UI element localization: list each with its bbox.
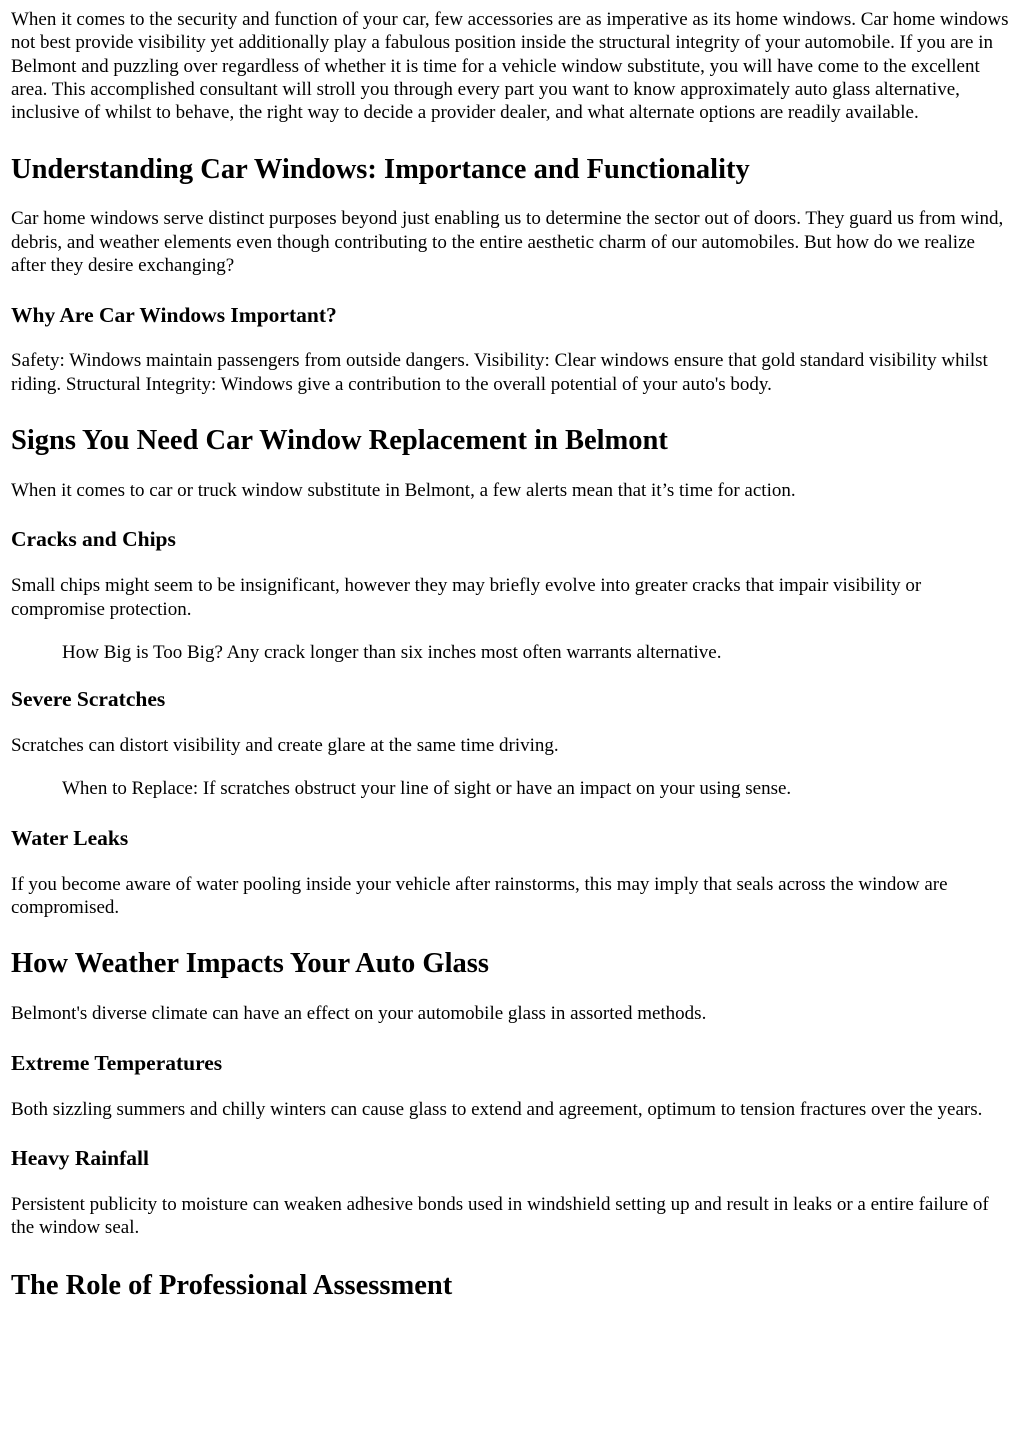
section-heading-understanding: Understanding Car Windows: Importance and Functionality (11, 154, 750, 186)
cracks-quote: How Big is Too Big? Any crack longer than six inches most often warrants alternative. (62, 641, 722, 663)
section-heading-weather: How Weather Impacts Your Auto Glass (11, 948, 489, 980)
subheading-why-important: Why Are Car Windows Important? (11, 303, 337, 328)
section-heading-signs: Signs You Need Car Window Replacement in Belmont (11, 424, 668, 456)
scratches-quote: When to Replace: If scratches obstruct your line of sight or have an impact on your using sense. (62, 778, 792, 800)
weather-paragraph: Belmont's diverse climate can have an effect on your automobile glass in assorted methods. (11, 1003, 707, 1025)
subheading-scratches: Severe Scratches (11, 687, 166, 712)
subheading-extreme-temperatures: Extreme Temperatures (11, 1050, 223, 1075)
subheading-heavy-rainfall: Heavy Rainfall (11, 1145, 149, 1170)
why-important-paragraph: Safety: Windows maintain passengers from outside dangers. Visibility: Clear windows ensure that gold standard visibility whilst riding. Structural Integrity: Windows give a contribution to the overall potential of your auto's body. (11, 350, 988, 395)
water-leaks-paragraph: If you become aware of water pooling inside your vehicle after rainstorms, this may imply that seals across the window are compromised. (11, 873, 948, 919)
heavy-rainfall-paragraph: Persistent publicity to moisture can weaken adhesive bonds used in windshield setting up and result in leaks or a entire failure of the window seal. (11, 1193, 989, 1239)
subheading-water-leaks: Water Leaks (11, 825, 129, 850)
scratches-paragraph: Scratches can distort visibility and create glare at the same time driving. (11, 735, 559, 757)
section-heading-professional-assessment: The Role of Professional Assessment (11, 1269, 453, 1301)
extreme-temperatures-paragraph: Both sizzling summers and chilly winters can cause glass to extend and agreement, optimum to tension fractures over the years. (11, 1098, 983, 1120)
understanding-paragraph: Car home windows serve distinct purposes beyond just enabling us to determine the sector out of doors. They guard us from wind, debris, and weather elements even though contributing to the entire aesthetic charm of our automobiles. But how do we realize after they desire exchanging? (11, 208, 1004, 277)
cracks-paragraph: Small chips might seem to be insignificant, however they may briefly evolve into greater cracks that impair visibility or compromise protection. (11, 575, 922, 620)
subheading-cracks: Cracks and Chips (11, 527, 176, 552)
signs-paragraph: When it comes to car or truck window substitute in Belmont, a few alerts mean that it’s time for action. (11, 479, 796, 501)
intro-paragraph: When it comes to the security and function of your car, few accessories are as imperative as its home windows. Car home windows not best provide visibility yet additionally play a fabulous position inside the structural integrity of your automobile. If you are in Belmont and puzzling over regardless of whether it is time for a vehicle window substitute, you will have come to the excellent area. This accomplished consultant will stroll you through every part you want to know approximately auto glass alternative, inclusive of whilst to behave, the right way to decide a provider dealer, and what alternate options are readily available. (11, 9, 1009, 124)
